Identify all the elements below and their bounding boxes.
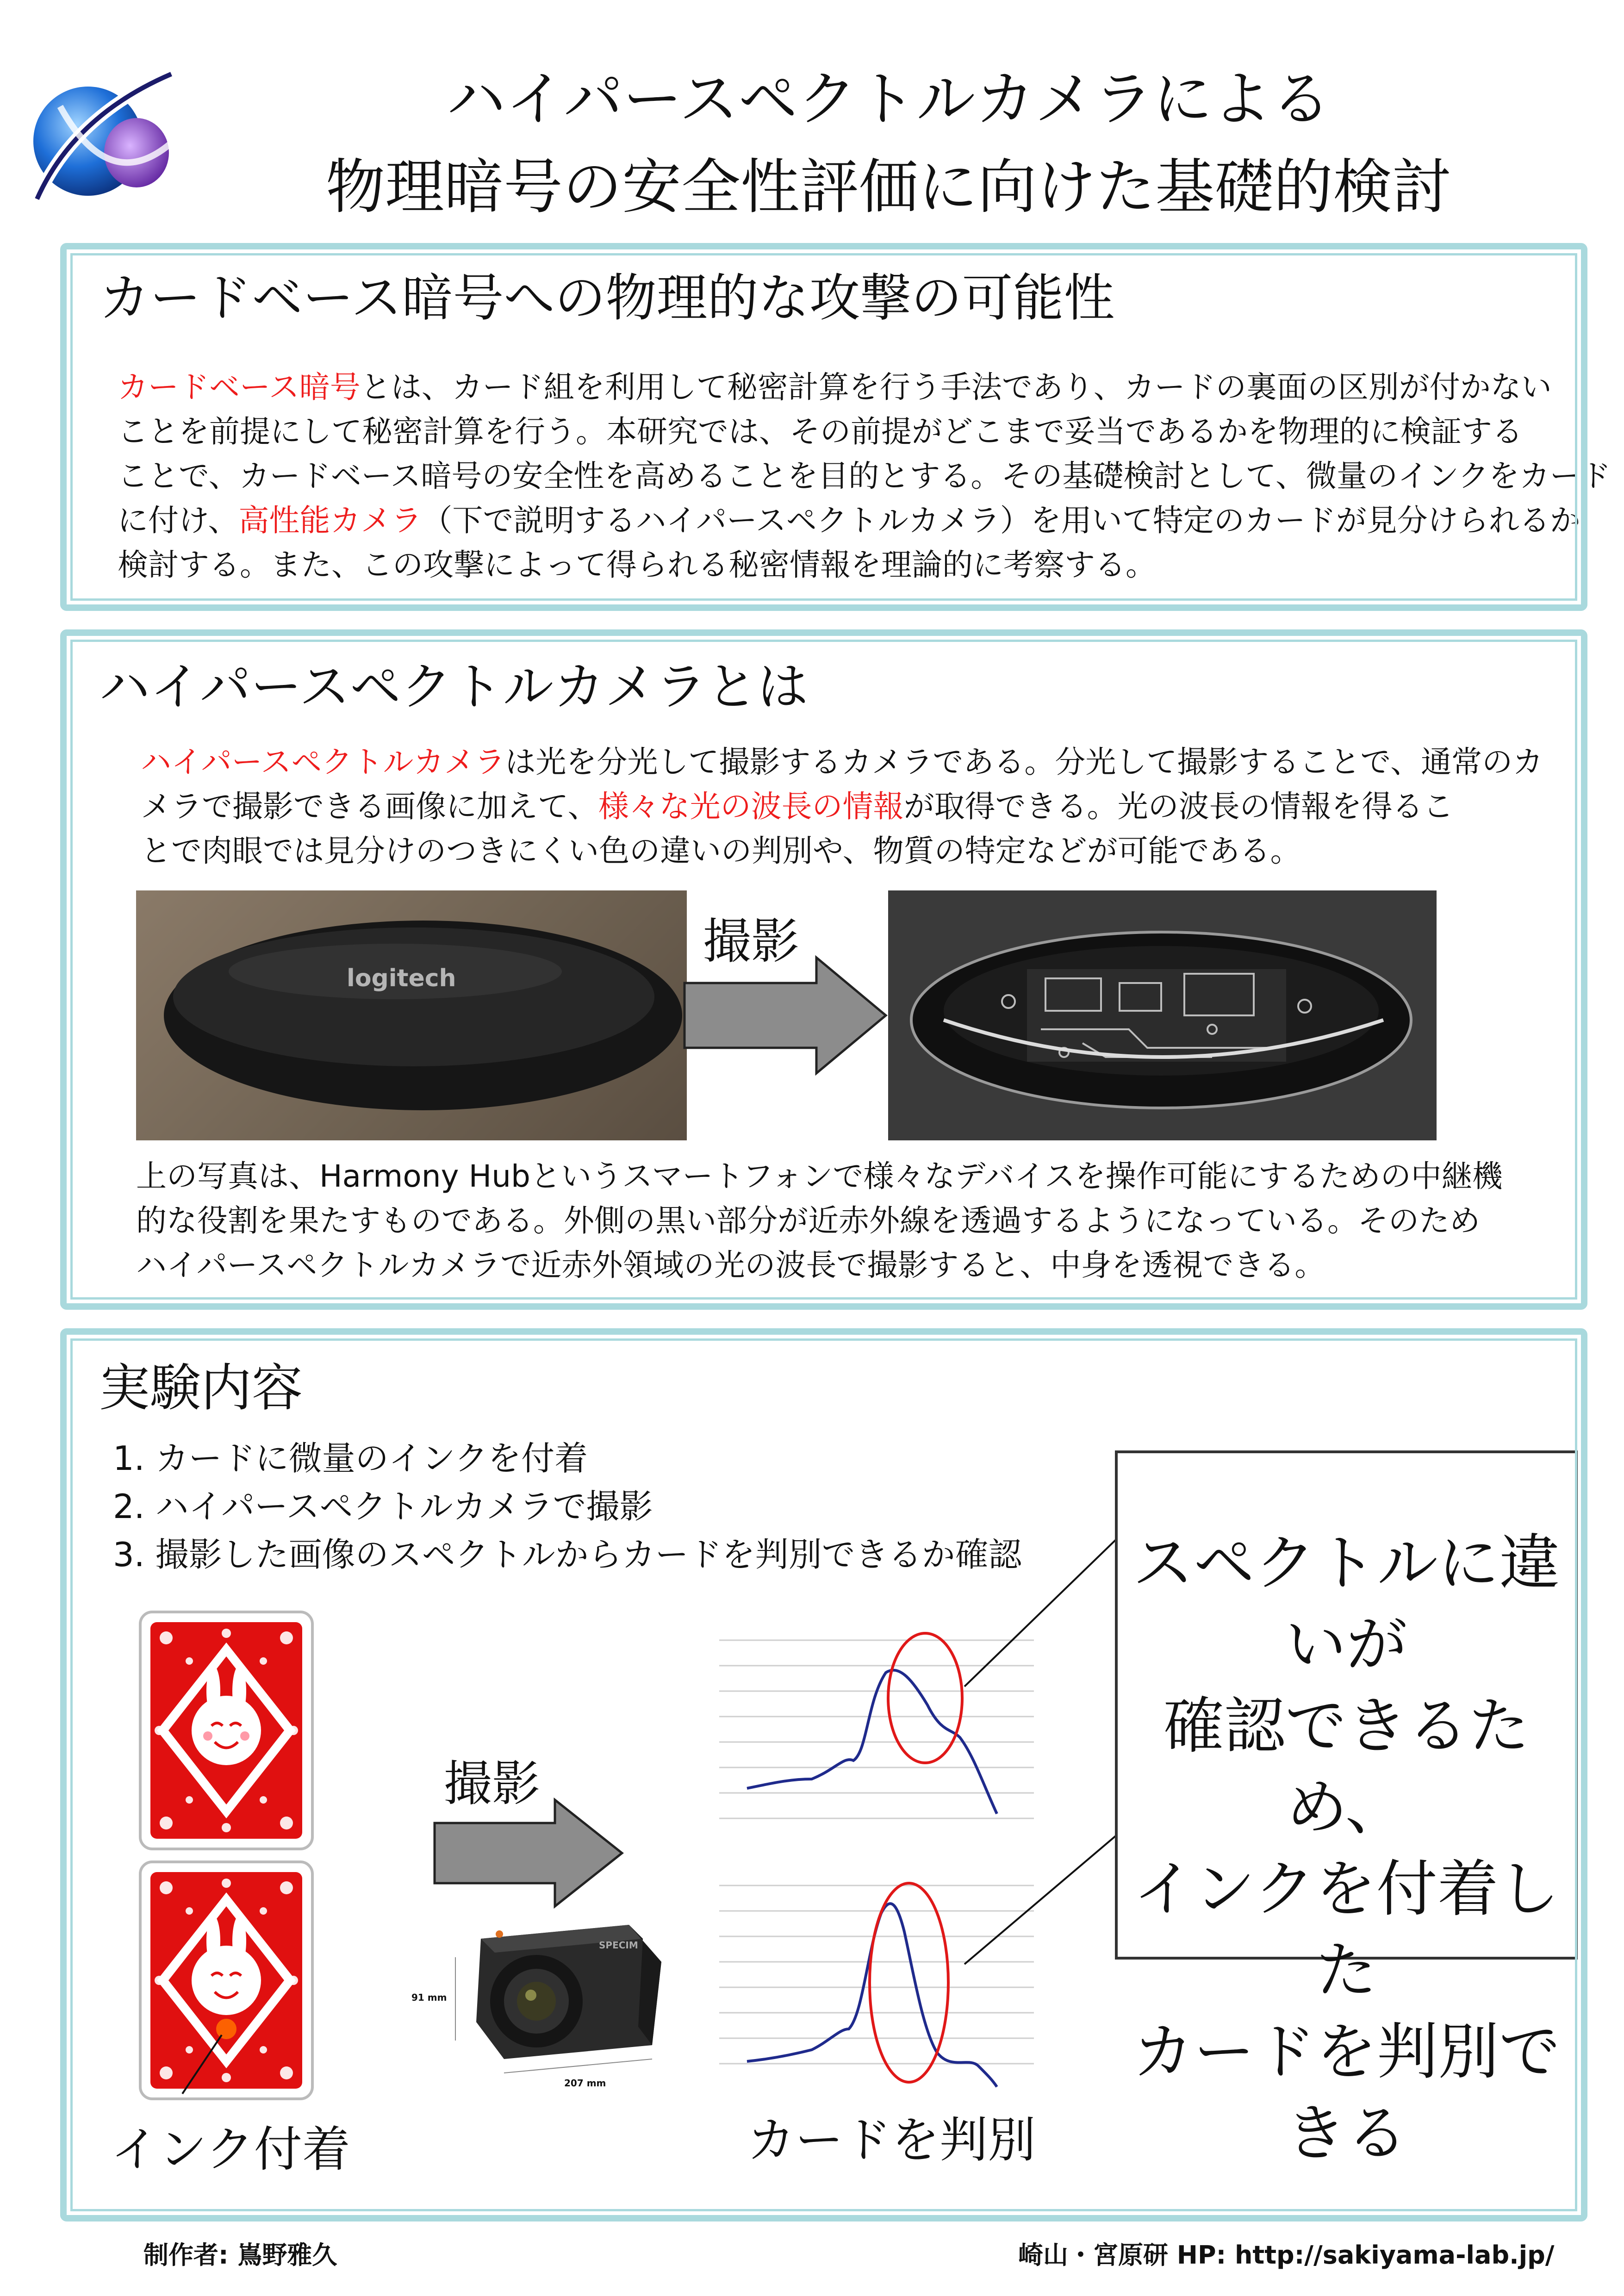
title-line-1: ハイパースペクトルカメラによる [446, 65, 1331, 134]
camera-brand: SPECIM [599, 1940, 638, 1951]
card-back [138, 1610, 314, 1851]
section-hyperspectral-camera [60, 629, 1587, 1310]
camera-width-label: 207 mm [564, 2078, 606, 2089]
section-title: ハイパースペクトルカメラとは [99, 657, 809, 716]
highlight-text: 高性能カメラ [238, 503, 422, 538]
arrow-label: 撮影 [444, 1755, 541, 1812]
device-photo [136, 890, 687, 1140]
right-arrow-icon [432, 1798, 627, 1909]
lab-logo [19, 60, 194, 213]
conclusion-box: スペクトルに違いが 確認できるため、 インクを付着した カードを判別できる [1115, 1450, 1578, 1960]
list-item: 3. 撮影した画像のスペクトルからカードを判別できるか確認 [113, 1535, 1022, 1574]
highlight-text: 様々な光の波長の情報 [598, 789, 904, 824]
callout-lines [946, 1474, 1131, 2075]
identify-label: カードを判別 [747, 2112, 1036, 2168]
highlight-text: ハイパースペクトルカメラ [141, 744, 505, 780]
arrow-label: 撮影 [703, 913, 800, 970]
hyperspectral-camera-image [411, 1906, 671, 2091]
list-item: 1. カードに微量のインクを付着 [113, 1439, 588, 1478]
camera-height-label: 91 mm [411, 1992, 447, 2003]
device-logo: logitech [347, 964, 456, 992]
section-experiment [60, 1328, 1587, 2221]
list-item: 2. ハイパースペクトルカメラで撮影 [113, 1487, 653, 1526]
step-list [113, 1434, 1022, 1579]
title-line-2: 物理暗号の安全性評価に向けた基礎的検討 [325, 153, 1451, 222]
section-intro: ハイパースペクトルカメラは光を分光して撮影するカメラである。分光して撮影することで、通常のカ メラで撮影できる画像に加えて、様々な光の波長の情報が取得できる。光の波長の情報を得るこ とで肉眼では見分けのつきにくい色の違いの判別や、物質の特定などが可能である。 [141, 744, 1543, 869]
right-arrow-icon [682, 955, 890, 1076]
section-body: カードベース暗号とは、カード組を利用して秘密計算を行う手法であり、カードの裏面の区別が付かない ことを前提にして秘密計算を行う。本研究では、その前提がどこまで妥当であるかを物理的に検証する ことで、カードベース暗号の安全性を高めることを目的とする。その基礎検討として、微量のインクをカード に付け、高性能カメラ（下で説明するハイパースペクトルカメラ）を用いて特定のカードが見分けられるか 検討する。また、この攻撃によって得られる秘密情報を理論的に考察する。 [118, 369, 1611, 583]
photo-caption: 上の写真は、Harmony Hubというスマートフォンで様々なデバイスを操作可能にするための中継機 的な役割を果たすものである。外側の黒い部分が近赤外線を透過するようになっている。そのため ハイパースペクトルカメラで近赤外領域の光の波長で撮影すると、中身を透視できる。 [136, 1158, 1503, 1283]
poster-title [194, 56, 1583, 231]
section-card-attack [60, 243, 1611, 611]
card-back-inked [138, 1860, 314, 2101]
highlight-text: カードベース暗号 [118, 369, 361, 405]
lab-homepage: 崎山・宮原研 HP: http://sakiyama-lab.jp/ [1018, 2240, 1555, 2270]
ink-label: インク付着 [111, 2121, 350, 2178]
author-credit: 制作者: 嶌野雅久 [143, 2240, 337, 2270]
section-title: 実験内容 [99, 1358, 303, 1418]
nir-photo [888, 890, 1437, 1140]
section-title: カードベース暗号への物理的な攻撃の可能性 [99, 268, 1115, 328]
